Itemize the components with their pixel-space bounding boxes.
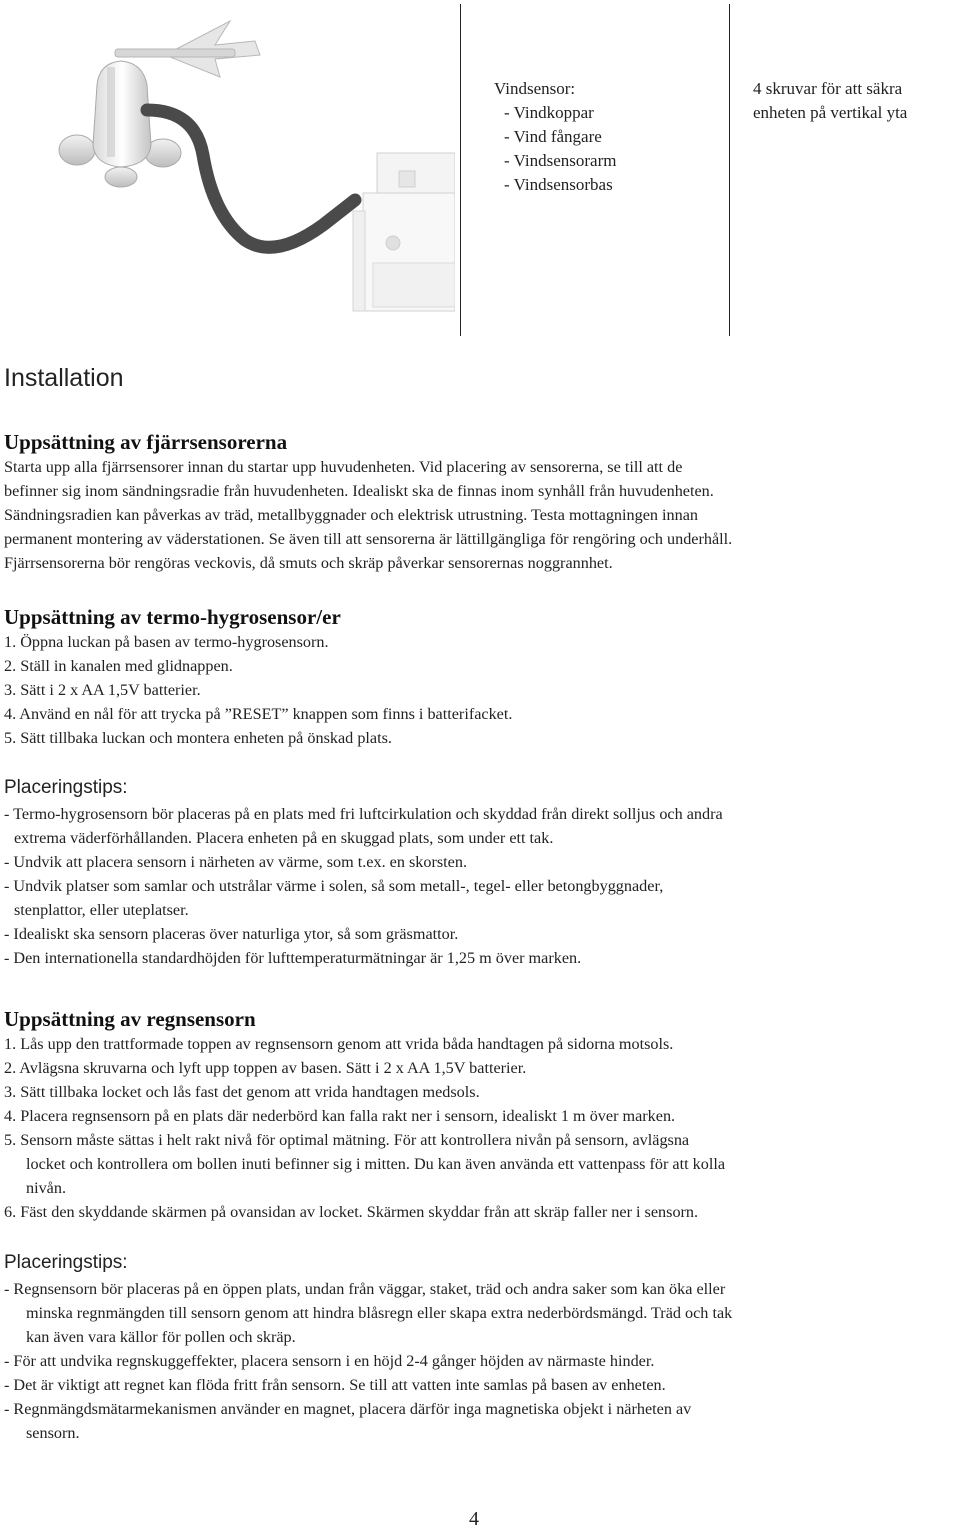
list-item-continuation: stenplattor, eller uteplatser. — [14, 901, 189, 919]
section-thermo-hygro-steps — [4, 630, 954, 750]
installation-heading: Installation — [4, 364, 124, 392]
caption-line: - Vindsensorarm — [504, 151, 617, 170]
section-rain-sensor-steps — [4, 1032, 954, 1224]
list-item: 2. Avlägsna skruvarna och lyft upp toppen av basen. Sätt i 2 x AA 1,5V batterier. — [4, 1059, 527, 1077]
section-thermo-hygro-heading: Uppsättning av termo-hygrosensor/er — [4, 605, 341, 629]
figure-divider-right — [729, 4, 730, 336]
list-item-continuation: locket och kontrollera om bollen inuti befinner sig i mitten. Du kan även använda ett vattenpass för att kolla — [26, 1155, 726, 1173]
list-item: - Regnsensorn bör placeras på en öppen plats, undan från väggar, staket, träd och andra saker som kan öka eller — [4, 1280, 726, 1298]
list-item-continuation: extrema väderförhållanden. Placera enheten på en skuggad plats, som under ett tak. — [14, 829, 554, 847]
list-item: - Undvik platser som samlar och utstrålar värme i solen, så som metall-, tegel- eller betongbyggnader, — [4, 877, 664, 895]
section-remote-sensors-heading: Uppsättning av fjärrsensorerna — [4, 430, 288, 454]
placement-tips-rain-list — [4, 1277, 954, 1445]
list-item: 1. Öppna luckan på basen av termo-hygrosensorn. — [4, 633, 329, 651]
text-line: Sändningsradien kan påverkas av träd, metallbyggnader och elektrisk utrustning. Testa mottagningen innan — [4, 506, 698, 524]
text-line: befinner sig inom sändningsradie från huvudenheten. Idealiskt ska de finnas inom synhåll från huvudenheten. — [4, 482, 714, 500]
list-item-continuation: minska regnmängden till sensorn genom att hindra blåsregn eller skapa extra nederbördsmängd. Träd och tak — [26, 1304, 733, 1322]
list-item: 4. Placera regnsensorn på en plats där nederbörd kan falla rakt ner i sensorn, idealiskt 1 m över marken. — [4, 1107, 676, 1125]
wind-cup-icon — [105, 167, 137, 187]
text-line: Starta upp alla fjärrsensorer innan du startar upp huvudenheten. Vid placering av sensorerna, se till att de — [4, 458, 683, 476]
wind-sensor-arm-icon — [147, 110, 355, 247]
text-line: Fjärrsensorerna bör rengöras veckovis, då smuts och skräp påverkar sensorernas noggrannhet. — [4, 554, 613, 572]
list-item: 4. Använd en nål för att trycka på ”RESET” knappen som finns i batterifacket. — [4, 705, 513, 723]
list-item: 2. Ställ in kanalen med glidnappen. — [4, 657, 233, 675]
mounting-bracket-icon — [353, 153, 455, 311]
list-item: - Idealiskt ska sensorn placeras över naturliga ytor, så som gräsmattor. — [4, 925, 459, 943]
caption-line: Vindsensor: — [494, 79, 576, 98]
list-item: - Termo-hygrosensorn bör placeras på en plats med fri luftcirkulation och skyddad från direkt solljus och andra — [4, 805, 723, 823]
caption-line: - Vind fångare — [504, 127, 602, 146]
list-item: - Det är viktigt att regnet kan flöda fritt från sensorn. Se till att vatten inte samlas på basen av enheten. — [4, 1376, 666, 1394]
page-number: 4 — [469, 1508, 479, 1530]
list-item: - Undvik att placera sensorn i närheten av värme, som t.ex. en skorsten. — [4, 853, 467, 871]
caption-line: - Vindsensorbas — [504, 175, 613, 194]
wind-cup-icon — [59, 135, 95, 165]
caption-line: - Vindkoppar — [504, 103, 594, 122]
list-item: 3. Sätt tillbaka locket och lås fast det genom att vrida handtagen medsols. — [4, 1083, 480, 1101]
figure-caption-wind-sensor — [494, 77, 616, 197]
text-line: permanent montering av väderstationen. Se även till att sensorerna är lättillgängliga för rengöring och underhåll. — [4, 530, 733, 548]
placement-tips-thermo-list — [4, 802, 954, 970]
wind-sensor-illustration — [55, 15, 455, 335]
list-item-continuation: nivån. — [26, 1179, 67, 1197]
list-item: 5. Sensorn måste sättas i helt rakt nivå för optimal mätning. För att kontrollera nivån på sensorn, avlägsna — [4, 1131, 690, 1149]
placement-tips-heading: Placeringstips: — [4, 1252, 128, 1273]
placement-tips-heading: Placeringstips: — [4, 777, 128, 798]
figure-divider-left — [460, 4, 461, 336]
list-item: 6. Fäst den skyddande skärmen på ovansidan av locket. Skärmen skyddar från att skräp faller ner i sensorn. — [4, 1203, 699, 1221]
section-rain-sensor-heading: Uppsättning av regnsensorn — [4, 1007, 256, 1031]
list-item: - Den internationella standardhöjden för lufttemperaturmätningar är 1,25 m över marken. — [4, 949, 582, 967]
list-item-continuation: sensorn. — [26, 1424, 80, 1442]
caption-line: enheten på vertikal yta — [753, 103, 908, 122]
list-item: - För att undvika regnskuggeffekter, placera sensorn i en höjd 2-4 gånger höjden av närmaste hinder. — [4, 1352, 655, 1370]
list-item: 3. Sätt i 2 x AA 1,5V batterier. — [4, 681, 201, 699]
list-item: - Regnmängdsmätarmekanismen använder en magnet, placera därför inga magnetiska objekt i närheten av — [4, 1400, 692, 1418]
section-remote-sensors-text — [4, 455, 954, 575]
figure-caption-screws — [753, 77, 907, 125]
list-item: 5. Sätt tillbaka luckan och montera enheten på önskad plats. — [4, 729, 392, 747]
list-item-continuation: kan även vara källor för pollen och skräp. — [26, 1328, 296, 1346]
list-item: 1. Lås upp den trattformade toppen av regnsensorn genom att vrida båda handtagen på sidorna motsols. — [4, 1035, 674, 1053]
caption-line: 4 skruvar för att säkra — [753, 79, 903, 98]
